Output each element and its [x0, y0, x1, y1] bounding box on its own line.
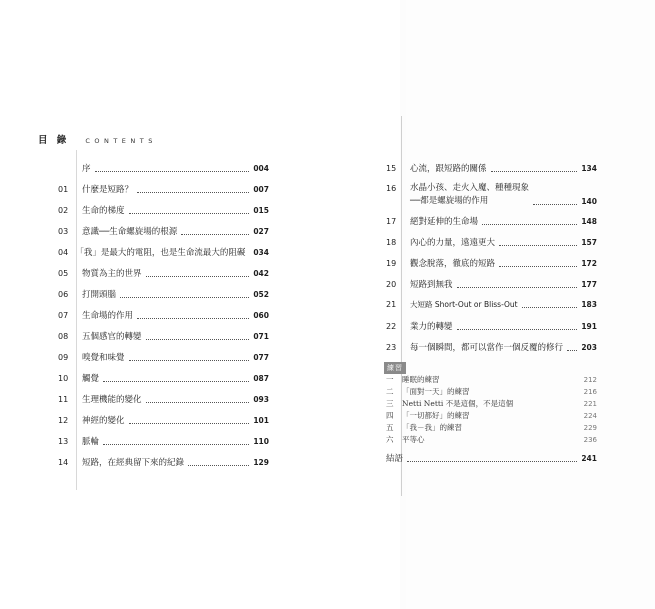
toc-entry	[58, 204, 269, 216]
toc-entry	[386, 182, 597, 208]
chapter-title: 什麼是短路？	[82, 185, 134, 195]
toc-entry	[58, 267, 269, 279]
chapter-number: 11	[58, 394, 69, 404]
chapter-title: 打開頭腦	[82, 290, 117, 300]
practice-number: 一	[386, 375, 394, 384]
leader-dots	[103, 444, 249, 445]
leader-dots	[533, 204, 577, 205]
chapter-title: 心流，跟短路的關係	[410, 164, 487, 174]
toc-entry	[58, 246, 269, 258]
chapter-title: 五個感官的轉變	[82, 332, 142, 342]
practice-page-number: 224	[583, 411, 597, 420]
page-number: 101	[253, 415, 269, 425]
page-number: 093	[253, 394, 269, 404]
chapter-number: 04	[58, 247, 69, 257]
toc-entry	[58, 372, 269, 384]
toc-entry	[58, 414, 269, 426]
practice-page-number: 229	[583, 423, 597, 432]
leader-dots	[457, 329, 578, 330]
leader-dots	[146, 339, 250, 340]
chapter-title: 序	[82, 164, 91, 174]
chapter-title: 短路，在經典留下來的紀錄	[82, 458, 185, 468]
chapter-title: 每一個瞬間，都可以當作一個反覆的修行	[410, 343, 564, 353]
leader-dots	[407, 461, 577, 462]
toc-header	[38, 132, 157, 146]
toc-entry	[58, 351, 269, 363]
practice-entry	[386, 410, 597, 421]
page-number: 177	[581, 279, 597, 289]
chapter-title-line: ──都是螺旋場的作用	[410, 196, 489, 206]
page-number: 004	[253, 163, 269, 173]
practice-page-number: 216	[583, 387, 597, 396]
practice-title: Netti Netti 不是這個，不是這個	[402, 399, 514, 408]
chapter-title: 觀念脫落，徹底的短路	[410, 259, 496, 269]
leader-dots	[482, 224, 577, 225]
chapter-number: 13	[58, 436, 69, 446]
leader-dots	[457, 287, 578, 288]
toc-entry	[386, 215, 597, 227]
page-number: 148	[581, 216, 597, 226]
chapter-title: 神經的變化	[82, 416, 125, 426]
page-number: 241	[581, 453, 597, 463]
leader-dots	[491, 171, 578, 172]
chapter-title: 生命的梯度	[82, 206, 125, 216]
page-number: 007	[253, 184, 269, 194]
chapter-number: 12	[58, 415, 69, 425]
practice-title: 平等心	[402, 435, 425, 444]
toc-entry	[386, 162, 597, 174]
toc-entry	[58, 330, 269, 342]
page-number: 077	[253, 352, 269, 362]
chapter-number: 10	[58, 373, 69, 383]
leader-dots	[146, 276, 250, 277]
conclusion-title: 結語	[386, 454, 404, 464]
chapter-number: 14	[58, 457, 69, 467]
chapter-title: 觸覺	[82, 374, 100, 384]
page-number: 191	[581, 321, 597, 331]
toc-entry	[386, 320, 597, 332]
leader-dots	[120, 297, 249, 298]
toc-entry	[386, 236, 597, 248]
chapter-number: 06	[58, 289, 69, 299]
toc-title-cn: 目 錄	[38, 135, 70, 146]
toc-entry	[58, 183, 269, 195]
toc-entry	[58, 225, 269, 237]
chapter-title: 意識──生命螺旋場的根源	[82, 227, 178, 237]
chapter-number: 17	[386, 216, 397, 226]
chapter-title: 嗅覺和味覺	[82, 353, 125, 363]
chapter-number: 03	[58, 226, 69, 236]
chapter-number: 09	[58, 352, 69, 362]
chapter-title: 物質為主的世界	[82, 269, 142, 279]
page-number: 042	[253, 268, 269, 278]
practice-number: 四	[386, 411, 394, 420]
leader-dots	[499, 245, 577, 246]
page-number: 034	[253, 247, 269, 257]
leader-dots	[146, 402, 250, 403]
leader-dots	[522, 307, 578, 308]
chapter-number: 22	[386, 321, 397, 331]
toc-title-en: CONTENTS	[85, 137, 157, 145]
chapter-title: 脈輪	[82, 437, 100, 447]
leader-dots	[181, 234, 249, 235]
page-number: 087	[253, 373, 269, 383]
chapter-title: 業力的轉變	[410, 322, 453, 332]
page-number: 157	[581, 237, 597, 247]
chapter-title: 「我」是最大的電阻，也是生命流最大的阻礙	[75, 248, 246, 258]
page-number: 015	[253, 205, 269, 215]
page-number: 052	[253, 289, 269, 299]
toc-entry	[386, 257, 597, 269]
toc-entry	[386, 278, 597, 290]
leader-dots	[137, 192, 249, 193]
practice-title: 「面對一天」的練習	[402, 387, 470, 396]
practice-entry	[386, 374, 597, 385]
practice-title: 「一切都好」的練習	[402, 411, 470, 420]
page-number: 129	[253, 457, 269, 467]
practice-entry	[386, 386, 597, 397]
practice-page-number: 236	[583, 435, 597, 444]
chapter-title	[410, 182, 529, 208]
practice-number: 六	[386, 435, 394, 444]
toc-entry	[58, 162, 269, 174]
toc-entry	[386, 299, 597, 310]
practice-entry	[386, 398, 597, 409]
chapter-number: 02	[58, 205, 69, 215]
toc-entry	[58, 393, 269, 405]
chapter-number: 20	[386, 279, 397, 289]
practice-number: 五	[386, 423, 394, 432]
leader-dots	[567, 350, 577, 351]
leader-dots	[95, 171, 250, 172]
practice-section-badge: 練習	[384, 362, 406, 374]
leader-dots	[137, 318, 249, 319]
toc-entry	[58, 456, 269, 468]
leader-dots	[103, 381, 249, 382]
page-number: 183	[581, 300, 597, 309]
chapter-number: 05	[58, 268, 69, 278]
practice-entry	[386, 422, 597, 433]
page-number: 110	[253, 436, 269, 446]
practice-number: 二	[386, 387, 394, 396]
page-number: 060	[253, 310, 269, 320]
chapter-number: 21	[386, 300, 397, 309]
chapter-number: 15	[386, 163, 397, 173]
practice-title: 睡眠的練習	[402, 375, 440, 384]
chapter-number: 23	[386, 342, 397, 352]
chapter-number: 19	[386, 258, 397, 268]
page-number: 140	[581, 197, 597, 206]
chapter-title: 生命場的作用	[82, 311, 134, 321]
page-number: 071	[253, 331, 269, 341]
page-number: 203	[581, 342, 597, 352]
chapter-title: 短路到無我	[410, 280, 453, 290]
leader-dots	[129, 213, 250, 214]
chapter-number: 16	[386, 184, 397, 193]
leader-dots	[129, 360, 250, 361]
chapter-number: 07	[58, 310, 69, 320]
chapter-title-line: 水晶小孩、走火入魔、種種現象	[410, 183, 530, 193]
chapter-title: 內心的力量，遠遠更大	[410, 238, 496, 248]
chapter-title: 生理機能的變化	[82, 395, 142, 405]
practice-title: 「我－我」的練習	[402, 423, 462, 432]
toc-entry	[58, 435, 269, 447]
page-number: 134	[581, 163, 597, 173]
practice-page-number: 212	[583, 375, 597, 384]
leader-dots	[499, 266, 577, 267]
chapter-title: 絕對延伸的生命場	[410, 217, 479, 227]
chapter-number: 18	[386, 237, 397, 247]
toc-entry	[58, 288, 269, 300]
chapter-number: 08	[58, 331, 69, 341]
page-number: 027	[253, 226, 269, 236]
practice-entry	[386, 434, 597, 445]
toc-entry	[386, 341, 597, 353]
chapter-title: 大短路 Short-Out or Bliss-Out	[410, 300, 518, 309]
practice-number: 三	[386, 399, 394, 408]
conclusion-entry	[386, 452, 597, 464]
leader-dots	[129, 423, 250, 424]
practice-page-number: 221	[583, 399, 597, 408]
page-number: 172	[581, 258, 597, 268]
leader-dots	[188, 465, 249, 466]
chapter-number: 01	[58, 184, 69, 194]
toc-entry	[58, 309, 269, 321]
